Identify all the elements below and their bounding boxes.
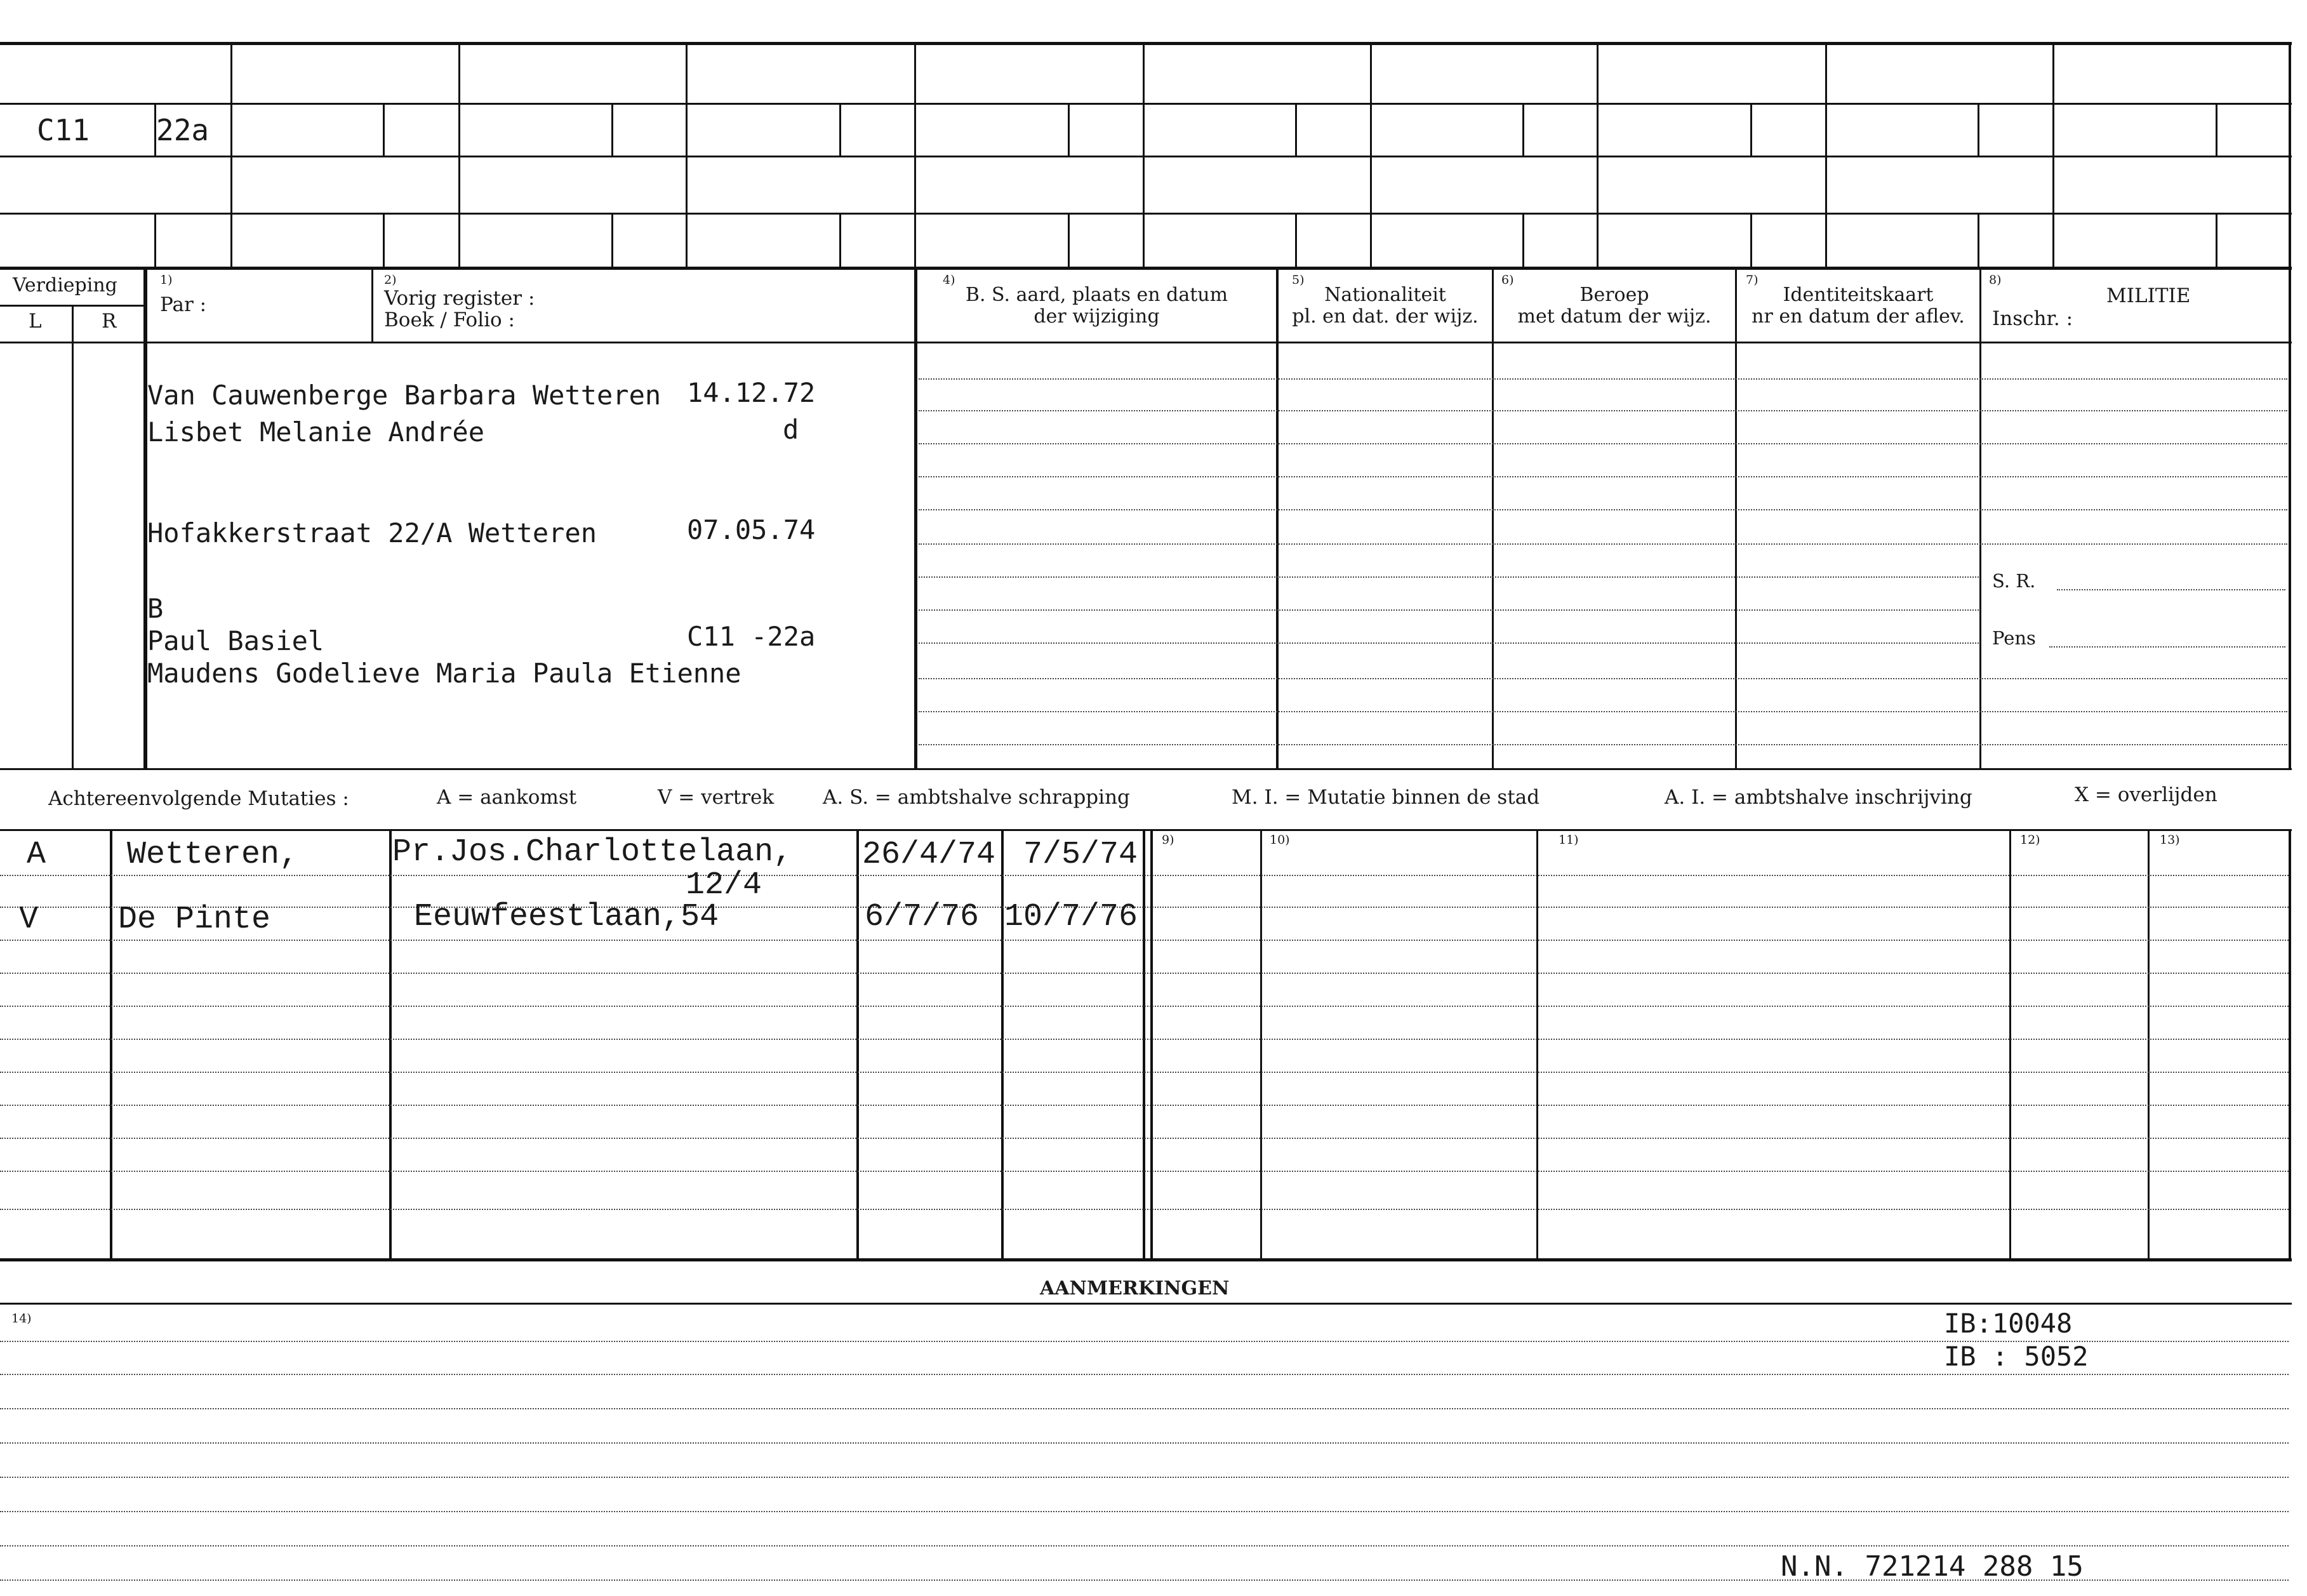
grid-line bbox=[1522, 213, 1524, 268]
mutation-date1: 26/4/74 bbox=[862, 837, 996, 873]
grid-line bbox=[2052, 42, 2054, 268]
person-name-line2: Lisbet Melanie Andrée bbox=[147, 416, 485, 448]
grid-line bbox=[1735, 270, 1737, 769]
grid-line bbox=[1750, 103, 1752, 157]
identiteitskaart-header bbox=[1737, 284, 1979, 328]
militie-number: 8) bbox=[1989, 273, 2002, 287]
mutation-street-cont: 12/4 bbox=[686, 867, 762, 903]
mutation-date2: 7/5/74 bbox=[1023, 837, 1138, 873]
mutations-top-line bbox=[0, 829, 2292, 831]
grid-line bbox=[389, 829, 392, 1260]
dotted-line bbox=[919, 443, 2287, 444]
grid-line bbox=[686, 42, 688, 268]
remarks-number: 14) bbox=[11, 1312, 32, 1326]
dotted-line bbox=[0, 1138, 2289, 1139]
grid-line bbox=[110, 829, 112, 1260]
grid-line bbox=[1068, 103, 1070, 157]
bs-number: 4) bbox=[943, 273, 955, 287]
remarks-title: AANMERKINGEN bbox=[1040, 1277, 1230, 1300]
grid-line bbox=[611, 103, 613, 157]
grid-line bbox=[1276, 270, 1279, 769]
grid-line bbox=[1150, 829, 1153, 1260]
vorig-register-label: Vorig register : bbox=[384, 287, 535, 310]
dotted-line bbox=[0, 1072, 2289, 1073]
grid-line bbox=[1522, 103, 1524, 157]
grid-line bbox=[2289, 270, 2291, 769]
mutation-date2: 10/7/76 bbox=[1004, 899, 1138, 935]
person-mark: d bbox=[783, 414, 799, 445]
pens-label: Pens bbox=[1992, 627, 2036, 649]
legend-inschrijving: A. I. = ambtshalve inschrijving bbox=[1665, 786, 1972, 809]
mutation-date1: 6/7/76 bbox=[865, 899, 980, 935]
mutation-type: V bbox=[19, 901, 39, 938]
remarks-top-line bbox=[0, 1303, 2292, 1305]
bs-header-line1: B. S. aard, plaats en datum bbox=[965, 284, 1228, 306]
grid-line bbox=[1143, 829, 1145, 1260]
grid-line bbox=[371, 270, 373, 342]
col-number-12: 12) bbox=[2020, 833, 2040, 847]
pens-line bbox=[2049, 646, 2285, 648]
top-block-bottom bbox=[0, 267, 2292, 270]
grid-line bbox=[230, 42, 232, 268]
grid-line bbox=[72, 305, 74, 769]
mutation-type: A bbox=[27, 837, 46, 873]
legend-overlijden: X = overlijden bbox=[2075, 783, 2217, 806]
mutation-place: De Pinte bbox=[118, 901, 271, 938]
top-row-line bbox=[0, 156, 2292, 157]
grid-line bbox=[1370, 42, 1372, 268]
legend-aankomst: A = aankomst bbox=[437, 786, 577, 809]
grid-line bbox=[2289, 42, 2291, 268]
grid-line bbox=[856, 829, 859, 1260]
beroep-header-line1: Beroep bbox=[1579, 284, 1649, 306]
dotted-line bbox=[0, 1105, 2289, 1106]
mutation-street: Pr.Jos.Charlottelaan, bbox=[392, 834, 793, 870]
dotted-line bbox=[919, 678, 2287, 679]
top-row-line bbox=[0, 213, 2292, 215]
beroep-header bbox=[1494, 284, 1735, 328]
verdieping-label: Verdieping bbox=[13, 274, 117, 296]
legend-vertrek: V = vertrek bbox=[658, 786, 775, 809]
header-bottom-line bbox=[0, 342, 2292, 343]
grid-line bbox=[1295, 103, 1297, 157]
grid-line bbox=[2009, 829, 2011, 1260]
grid-line bbox=[914, 42, 916, 268]
national-number: N.N. 721214 288 15 bbox=[1781, 1550, 2084, 1583]
col-number-13: 13) bbox=[2160, 833, 2180, 847]
grid-line bbox=[2148, 829, 2150, 1260]
grid-line bbox=[1979, 270, 1981, 769]
dotted-line bbox=[0, 1209, 2289, 1210]
mother-name: Maudens Godelieve Maria Paula Etienne bbox=[147, 658, 741, 689]
dotted-line bbox=[919, 509, 2287, 510]
dotted-line bbox=[919, 378, 2287, 380]
par-number: 1) bbox=[160, 273, 173, 287]
person-section-bottom bbox=[0, 768, 2292, 770]
dotted-line bbox=[0, 1374, 2289, 1375]
mutation-street: Eeuwfeestlaan,54 bbox=[414, 899, 719, 935]
dotted-line bbox=[0, 907, 2289, 908]
top-border bbox=[0, 42, 2292, 45]
address: Hofakkerstraat 22/A Wetteren bbox=[147, 517, 597, 549]
dotted-line bbox=[0, 1341, 2289, 1342]
grid-line bbox=[1536, 829, 1538, 1260]
col-number-10: 10) bbox=[1270, 833, 1290, 847]
grid-line bbox=[1978, 213, 1979, 268]
bs-header-line2: der wijziging bbox=[1034, 305, 1160, 328]
col-number-9: 9) bbox=[1162, 833, 1174, 847]
sr-label: S. R. bbox=[1992, 570, 2036, 592]
grid-line bbox=[1492, 270, 1494, 769]
grid-line bbox=[1295, 213, 1297, 268]
id-header-line1: Identiteitskaart bbox=[1783, 284, 1934, 306]
grid-line bbox=[914, 270, 917, 769]
grid-line bbox=[2216, 213, 2217, 268]
dotted-line bbox=[919, 642, 1979, 644]
grid-line bbox=[154, 213, 156, 268]
id-number: 7) bbox=[1746, 273, 1759, 287]
grid-line bbox=[839, 213, 841, 268]
grid-line bbox=[611, 213, 613, 268]
ib-number-2: IB : 5052 bbox=[1944, 1341, 2089, 1372]
top-row-line bbox=[0, 103, 2292, 105]
grid-line bbox=[1068, 213, 1070, 268]
nat-header-line1: Nationaliteit bbox=[1324, 284, 1446, 306]
dotted-line bbox=[919, 543, 2287, 545]
grid-line bbox=[839, 103, 841, 157]
grid-line bbox=[458, 42, 460, 268]
grid-line bbox=[1260, 829, 1262, 1260]
nat-number: 5) bbox=[1292, 273, 1305, 287]
militie-label: MILITIE bbox=[2106, 284, 2191, 307]
grid-line bbox=[2289, 829, 2291, 1260]
grid-line bbox=[1825, 42, 1827, 268]
grid-line bbox=[2216, 103, 2217, 157]
dotted-line bbox=[0, 1039, 2289, 1040]
dotted-line bbox=[919, 410, 2287, 411]
legend-schrapping: A. S. = ambtshalve schrapping bbox=[823, 786, 1130, 809]
dotted-line bbox=[0, 1408, 2289, 1409]
nat-header-line2: pl. en dat. der wijz. bbox=[1292, 305, 1479, 328]
father-name: Paul Basiel bbox=[147, 625, 324, 656]
boek-folio-label: Boek / Folio : bbox=[384, 309, 515, 331]
grid-line bbox=[1750, 213, 1752, 268]
dotted-line bbox=[0, 1006, 2289, 1007]
par-label: Par : bbox=[160, 293, 207, 316]
dotted-line bbox=[919, 711, 2287, 712]
sr-line bbox=[2057, 589, 2285, 590]
col-number-11: 11) bbox=[1559, 833, 1579, 847]
vorig-number: 2) bbox=[384, 273, 397, 287]
id-header-line2: nr en datum der aflev. bbox=[1752, 305, 1965, 328]
dotted-line bbox=[919, 609, 1979, 611]
dotted-line bbox=[0, 940, 2289, 941]
dotted-line bbox=[919, 476, 2287, 477]
legend-title: Achtereenvolgende Mutaties : bbox=[48, 787, 349, 810]
dotted-line bbox=[0, 1545, 2289, 1546]
dotted-line bbox=[0, 973, 2289, 974]
legend-mutatie: M. I. = Mutatie binnen de stad bbox=[1232, 786, 1540, 809]
b-label: B bbox=[147, 593, 164, 624]
left-label: L bbox=[29, 310, 42, 333]
dotted-line bbox=[919, 576, 1979, 578]
bs-header bbox=[917, 284, 1276, 328]
dotted-line bbox=[0, 1511, 2289, 1512]
grid-line bbox=[1143, 42, 1145, 268]
address-date: 07.05.74 bbox=[687, 514, 816, 545]
grid-line bbox=[1597, 42, 1599, 268]
right-label: R bbox=[102, 310, 117, 333]
grid-line bbox=[383, 213, 385, 268]
inschr-label: Inschr. : bbox=[1992, 307, 2073, 330]
father-ref: C11 -22a bbox=[687, 621, 816, 652]
birth-date: 14.12.72 bbox=[687, 377, 816, 408]
person-name-line1: Van Cauwenberge Barbara Wetteren bbox=[147, 380, 662, 411]
nationaliteit-header bbox=[1279, 284, 1492, 328]
register-number: 22a bbox=[156, 113, 209, 147]
grid-line bbox=[383, 103, 385, 157]
beroep-header-line2: met datum der wijz. bbox=[1517, 305, 1712, 328]
grid-line bbox=[1001, 829, 1004, 1260]
dotted-line bbox=[919, 744, 2287, 745]
dotted-line bbox=[0, 1171, 2289, 1172]
dotted-line bbox=[0, 875, 2289, 876]
ib-number-1: IB:10048 bbox=[1944, 1308, 2073, 1339]
mutation-place: Wetteren, bbox=[127, 837, 299, 873]
grid-line bbox=[1978, 103, 1979, 157]
dotted-line bbox=[0, 1477, 2289, 1478]
mutations-bottom-line bbox=[0, 1258, 2292, 1261]
beroep-number: 6) bbox=[1501, 273, 1514, 287]
register-code: C11 bbox=[37, 113, 90, 147]
dotted-line bbox=[0, 1442, 2289, 1444]
